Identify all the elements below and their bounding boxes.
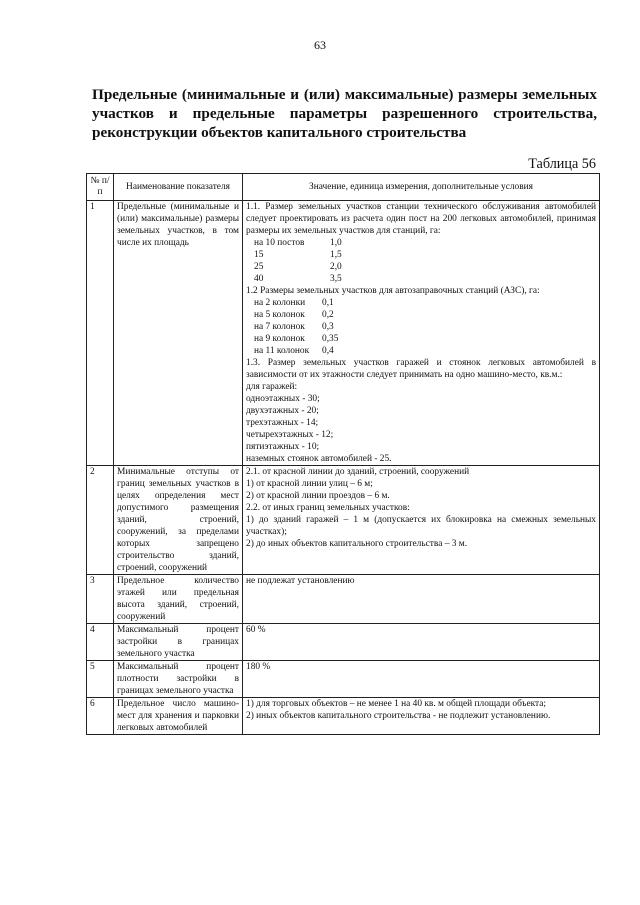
indicator-value [243,201,600,466]
indicator-name: Минимальные отступы от границ земельных участков в целях определения мест допустимого размещения зданий, строений, сооружений, за пределами которых запрещено строительство зданий, строений, сооружений [114,466,243,575]
list-item: одноэтажных - 30; [246,394,320,404]
paragraph-1-2: 1.2 Размеры земельных участков для автозаправочных станций (АЗС), га: [246,286,540,296]
azs-list [246,297,596,357]
row-number: 5 [87,661,114,698]
row-number: 1 [87,201,114,466]
parameters-table [86,173,600,735]
garage-label: для гаражей: [246,382,298,392]
row-number: 4 [87,624,114,661]
list-item: на 7 колонок 0,3 [254,322,334,332]
list-item: 25 2,0 [254,262,342,272]
indicator-value [243,466,600,575]
table-row [87,575,600,624]
indicator-name: Предельное количество этажей или предельная высота зданий, строений, сооружений [114,575,243,624]
list-item: 1) до зданий гаражей – 1 м (допускается их блокировка на смежных земельных участках); [246,515,596,537]
indicator-value [243,698,600,735]
list-item: 2) иных объектов капитального строительства - не подлежит установлению. [246,711,551,721]
row-number: 6 [87,698,114,735]
list-item: на 2 колонки 0,1 [254,298,334,308]
paragraph-1-1: 1.1. Размер земельных участков станции технического обслуживания автомобилей следует проектировать из расчета один пост на 200 легковых автомобилей, принимая размеры их земельных участков для станций, га: [246,202,596,236]
table-row [87,661,600,698]
list-item: 15 1,5 [254,250,342,260]
list-item: на 11 колонок 0,4 [254,346,334,356]
row-number: 2 [87,466,114,575]
list-item: на 5 колонок 0,2 [254,310,334,320]
list-item: 1) от красной линии улиц – 6 м; [246,479,373,489]
page-number: 63 [314,38,326,52]
header-value: Значение, единица измерения, дополнительные условия [243,174,600,201]
list-item: наземных стоянок автомобилей - 25. [246,454,392,464]
header-name: Наименование показателя [114,174,243,201]
sto-list [246,237,596,285]
list-item: 1) для торговых объектов – не менее 1 на 40 кв. м общей площади объекта; [246,699,547,709]
list-item: на 10 постов 1,0 [254,238,342,248]
paragraph-1-3: 1.3. Размер земельных участков гаражей и стоянок легковых автомобилей в зависимости от их этажности следует принимать на одно машино-место, кв.м.: [246,358,596,380]
list-item: 2) от красной линии проездов – 6 м. [246,491,390,501]
row-number: 3 [87,575,114,624]
list-item: 40 3,5 [254,274,342,284]
list-item: четырехэтажных - 12; [246,430,334,440]
table-caption: Таблица 56 [528,156,596,172]
table-row [87,624,600,661]
list-item: двухэтажных - 20; [246,406,319,416]
list-item: 2.2. от иных границ земельных участков: [246,503,410,513]
list-item: трехэтажных - 14; [246,418,319,428]
indicator-name: Предельное число машино-мест для хранения и парковки легковых автомобилей [114,698,243,735]
table-row [87,698,600,735]
header-num: № п/п [87,174,114,201]
list-item: пятиэтажных - 10; [246,442,320,452]
table-row [87,466,600,575]
indicator-value: 60 % [243,624,600,661]
page-title: Предельные (минимальные и (или) максимальные) размеры земельных участков и предельные параметры разрешенного строительства, реконструкции объектов капитального строительства [92,86,597,141]
indicator-value: не подлежат установлению [243,575,600,624]
table-header-row [87,174,600,201]
list-item: 2.1. от красной линии до зданий, строений, сооружений [246,467,470,477]
indicator-name: Максимальный процент застройки в границах земельного участка [114,624,243,661]
indicator-name: Максимальный процент плотности застройки в границах земельного участка [114,661,243,698]
indicator-value: 180 % [243,661,600,698]
list-item: 2) до иных объектов капитального строительства – 3 м. [246,539,468,549]
table-row [87,201,600,466]
indicator-name: Предельные (минимальные и (или) максимальные) размеры земельных участков, в том числе их площадь [114,201,243,466]
list-item: на 9 колонок 0,35 [254,334,339,344]
